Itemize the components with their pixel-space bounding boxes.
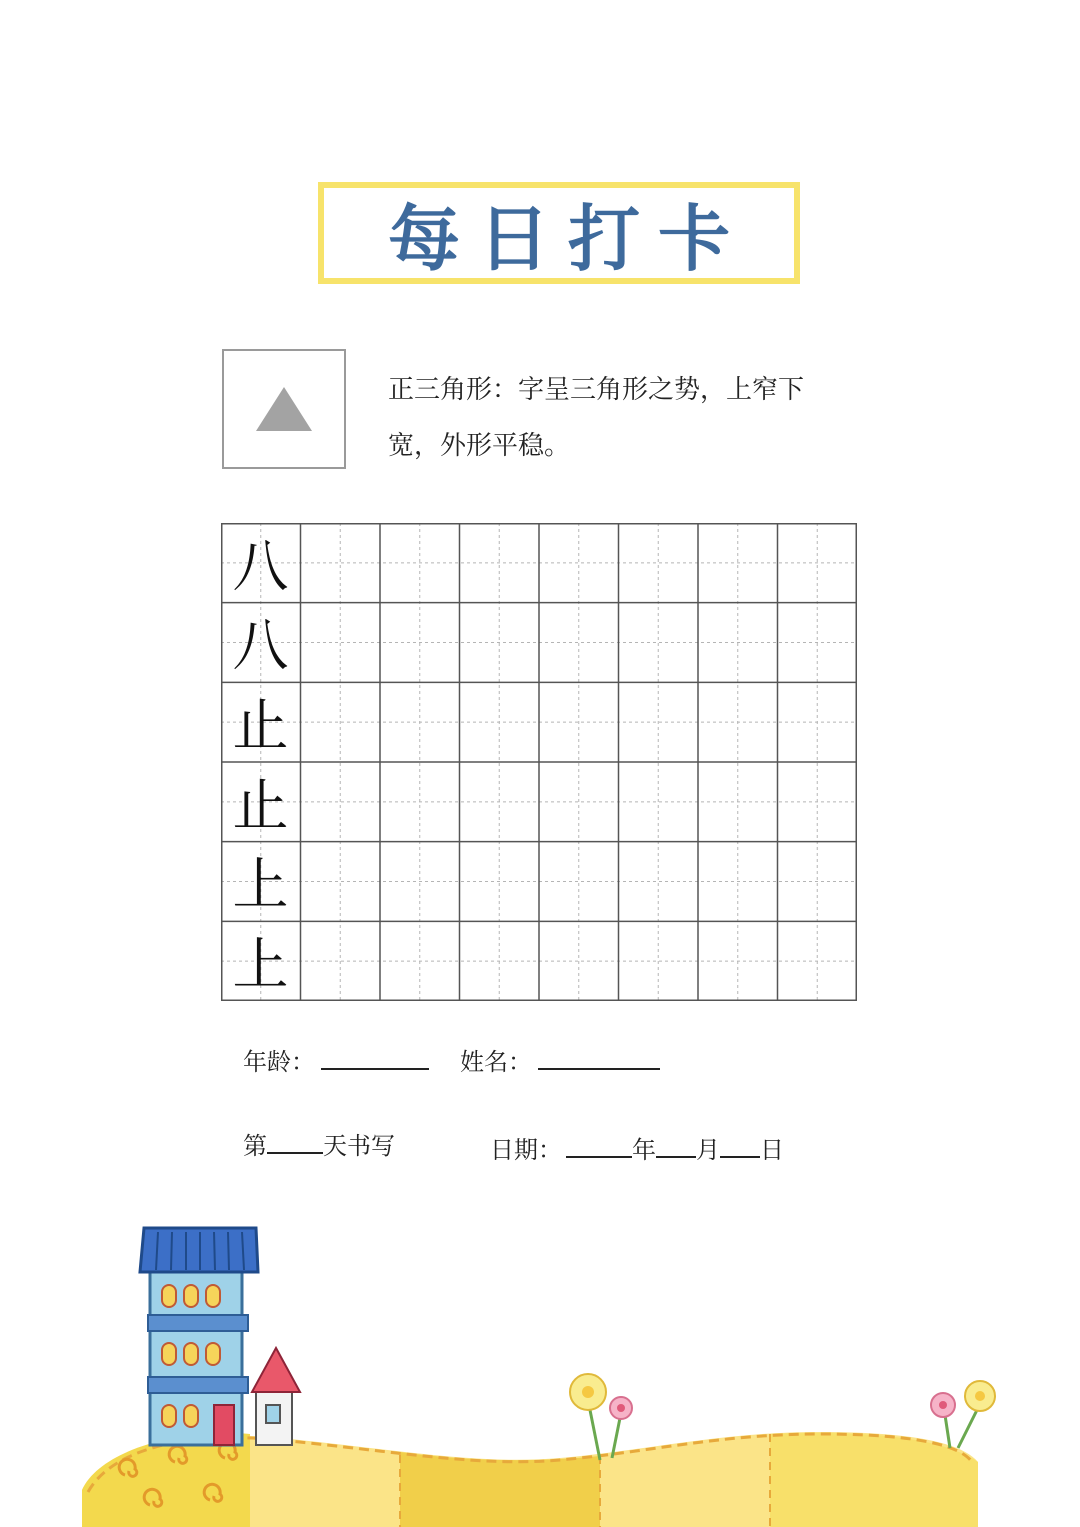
page-title: 每日打卡 bbox=[387, 197, 748, 281]
year-label: 年 bbox=[632, 1136, 656, 1164]
name-field bbox=[460, 1042, 660, 1077]
model-character: 止 bbox=[232, 693, 289, 759]
tall-house bbox=[140, 1228, 258, 1445]
practice-grid[interactable] bbox=[221, 523, 857, 1001]
day-label: 日 bbox=[760, 1136, 784, 1164]
day-count-blank[interactable] bbox=[267, 1132, 323, 1154]
title-banner bbox=[318, 182, 800, 284]
day-count-field bbox=[243, 1126, 395, 1161]
year-blank[interactable] bbox=[566, 1136, 632, 1158]
month-blank[interactable] bbox=[656, 1136, 696, 1158]
triangle-icon bbox=[254, 385, 314, 433]
name-label: 姓名： bbox=[460, 1048, 532, 1076]
date-field bbox=[490, 1130, 784, 1165]
age-field bbox=[243, 1042, 429, 1077]
date-label: 日期： bbox=[490, 1136, 562, 1164]
small-house bbox=[252, 1348, 300, 1445]
day-prefix: 第 bbox=[243, 1132, 267, 1160]
grid-lines bbox=[221, 523, 857, 1001]
month-label: 月 bbox=[696, 1136, 720, 1164]
decorative-scene bbox=[0, 1200, 1080, 1527]
model-character: 止 bbox=[232, 773, 289, 839]
model-character: 八 bbox=[232, 614, 289, 680]
shape-example-box bbox=[222, 349, 346, 469]
day-suffix: 天书写 bbox=[323, 1132, 395, 1160]
model-character: 上 bbox=[232, 853, 289, 919]
day-blank[interactable] bbox=[720, 1136, 760, 1158]
shape-description: 正三角形：字呈三角形之势，上窄下宽，外形平稳。 bbox=[388, 375, 805, 461]
age-blank[interactable] bbox=[321, 1048, 429, 1070]
model-character: 八 bbox=[232, 534, 289, 600]
age-label: 年龄： bbox=[243, 1048, 315, 1076]
model-character: 上 bbox=[232, 932, 289, 998]
name-blank[interactable] bbox=[538, 1048, 660, 1070]
